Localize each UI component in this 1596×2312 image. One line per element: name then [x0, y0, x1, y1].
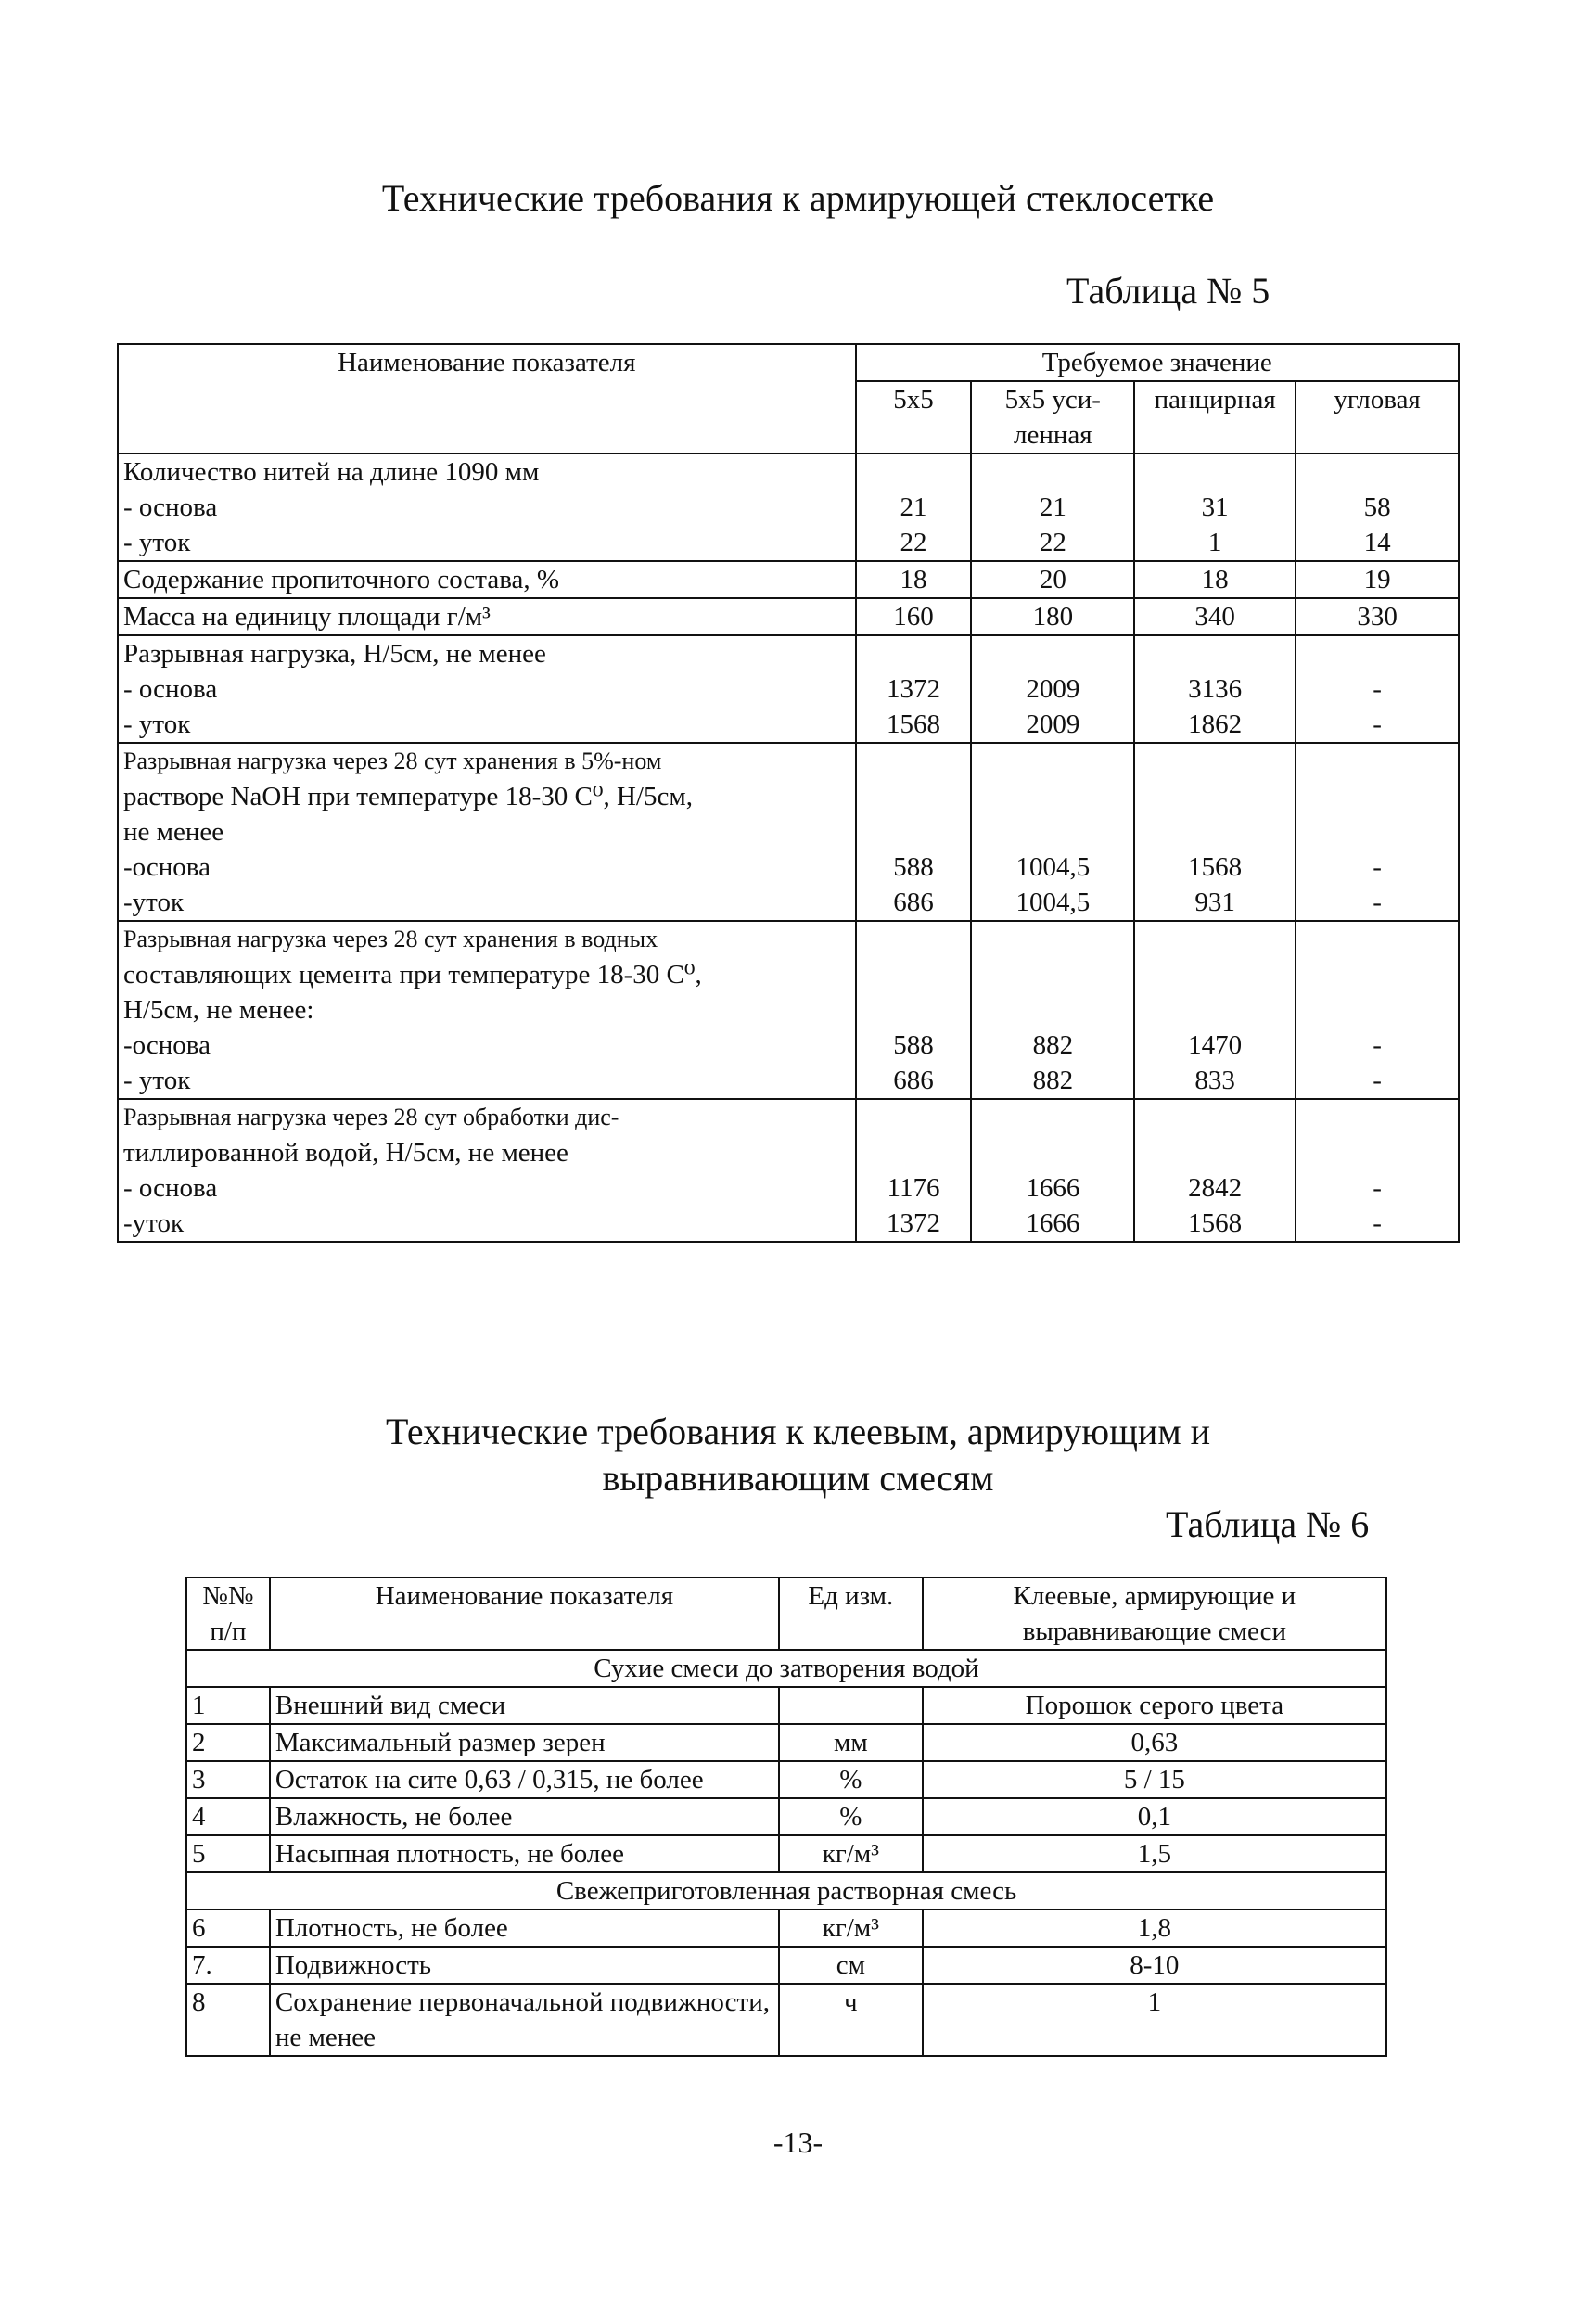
table5-col-header: 5х5: [856, 381, 972, 453]
cell-value: [1301, 454, 1453, 490]
table-row: [118, 1099, 1459, 1242]
table5: [117, 343, 1460, 1243]
table5-row-name: [118, 561, 856, 598]
cell-value: -: [1373, 852, 1382, 882]
cell-value: 20: [1039, 565, 1066, 594]
row-line: Разрывная нагрузка через 28 сут хранения в 5%-ном: [123, 747, 662, 774]
cell-value: [977, 454, 1129, 490]
table6-cell-n: 6: [186, 1910, 270, 1947]
cell-value: 588: [893, 852, 934, 882]
table5-cell: [1296, 921, 1459, 1099]
row-line: - уток: [123, 1066, 191, 1095]
table5-cell: [856, 743, 972, 921]
row-line: составляющих цемента при температуре 18-30 С⁰,: [123, 960, 702, 990]
cell-value: [1301, 779, 1453, 814]
table-row: [118, 561, 1459, 598]
cell-value: 1666: [1026, 1173, 1080, 1203]
cell-value: [1140, 1135, 1290, 1170]
table5-col-header: панцирная: [1134, 381, 1296, 453]
cell-value: 21: [1039, 492, 1066, 522]
cell-value: 882: [1032, 1066, 1074, 1095]
table6-cell-name: Остаток на сите 0,63 / 0,315, не более: [270, 1761, 779, 1798]
table6-header-num: №№ п/п: [186, 1578, 270, 1650]
cell-value: 2842: [1188, 1173, 1243, 1203]
cell-value: 882: [1032, 1030, 1074, 1060]
cell-value: [862, 744, 966, 779]
cell-value: -: [1373, 888, 1382, 917]
table6-header-value: Клеевые, армирующие и выравнивающие смеси: [923, 1578, 1386, 1650]
table6-cell-name: Плотность, не более: [270, 1910, 779, 1947]
table6-cell-unit: %: [779, 1798, 923, 1835]
cell-value: -: [1373, 1208, 1382, 1238]
table-row: [118, 635, 1459, 743]
cell-value: 31: [1201, 492, 1229, 522]
cell-value: [977, 1135, 1129, 1170]
table5-cell: [1134, 598, 1296, 635]
cell-value: [977, 957, 1129, 992]
table-row: [186, 1761, 1386, 1798]
table6-heading-line1: Технические требования к клеевым, армирующим и: [385, 1411, 1211, 1452]
row-line: -уток: [123, 1208, 185, 1238]
row-line: -основа: [123, 852, 211, 882]
cell-value: [862, 922, 966, 957]
table5-cell: [971, 743, 1134, 921]
cell-value: [977, 922, 1129, 957]
table5-cell: [971, 635, 1134, 743]
cell-value: 2009: [1026, 674, 1080, 704]
table6-cell-unit: см: [779, 1947, 923, 1984]
cell-value: [1140, 922, 1290, 957]
table-row: [186, 1984, 1386, 2056]
cell-value: 3136: [1188, 674, 1243, 704]
cell-value: 1: [1207, 528, 1222, 557]
row-line: не менее: [123, 817, 224, 847]
table5-cell: [971, 453, 1134, 561]
row-line: -основа: [123, 1030, 211, 1060]
cell-value: [977, 636, 1129, 671]
cell-value: [977, 779, 1129, 814]
table-row: [118, 598, 1459, 635]
cell-value: -: [1373, 709, 1382, 739]
table5-cell: [1296, 743, 1459, 921]
table5-cell: [856, 635, 972, 743]
row-line: - основа: [123, 1173, 218, 1203]
table6-cell-value: 1: [923, 1984, 1386, 2056]
table6-cell-value: 1,5: [923, 1835, 1386, 1872]
cell-value: [1301, 744, 1453, 779]
cell-value: -: [1373, 1030, 1382, 1060]
table-row: [186, 1910, 1386, 1947]
cell-value: [1140, 454, 1290, 490]
cell-value: [862, 1100, 966, 1135]
cell-value: [1301, 1100, 1453, 1135]
table6-heading-line2: выравнивающим смесям: [602, 1457, 994, 1499]
cell-value: [1140, 636, 1290, 671]
cell-value: [1140, 779, 1290, 814]
cell-value: [1301, 636, 1453, 671]
table6-cell-name: Подвижность: [270, 1947, 779, 1984]
table6-cell-n: 8: [186, 1984, 270, 2056]
cell-value: 1666: [1026, 1208, 1080, 1238]
cell-value: [862, 779, 966, 814]
cell-value: 686: [893, 1066, 934, 1095]
table6-cell-n: 4: [186, 1798, 270, 1835]
table6-cell-value: 0,63: [923, 1724, 1386, 1761]
cell-value: 340: [1194, 602, 1235, 632]
cell-value: [977, 992, 1129, 1028]
cell-value: 2009: [1026, 709, 1080, 739]
table-row: [186, 1724, 1386, 1761]
table-row: [118, 453, 1459, 561]
table6-cell-unit: мм: [779, 1724, 923, 1761]
table6-cell-unit: кг/м³: [779, 1910, 923, 1947]
cell-value: 1470: [1188, 1030, 1243, 1060]
row-line: Разрывная нагрузка через 28 сут обработки дис-: [123, 1104, 619, 1130]
table6-cell-value: 8-10: [923, 1947, 1386, 1984]
table6-cell-name: Насыпная плотность, не более: [270, 1835, 779, 1872]
table5-cell: [856, 561, 972, 598]
cell-value: [862, 814, 966, 849]
cell-value: 58: [1363, 492, 1391, 522]
cell-value: [862, 957, 966, 992]
table6-header-unit: Ед изм.: [779, 1578, 923, 1650]
table6-cell-unit: [779, 1687, 923, 1724]
table5-row-name: [118, 921, 856, 1099]
table5-cell: [1296, 453, 1459, 561]
page-number: -13-: [772, 2126, 824, 2159]
table-row: [186, 1687, 1386, 1724]
row-line: Разрывная нагрузка через 28 сут хранения в водных: [123, 926, 658, 952]
table5-cell: [971, 1099, 1134, 1242]
cell-value: -: [1373, 1173, 1382, 1203]
table6-cell-unit: %: [779, 1761, 923, 1798]
table5-cell: [1134, 921, 1296, 1099]
cell-value: -: [1373, 1066, 1382, 1095]
cell-value: 22: [900, 528, 927, 557]
table6-header-name: Наименование показателя: [270, 1578, 779, 1650]
table5-header-group: Требуемое значение: [856, 344, 1459, 381]
table5-cell: [1296, 561, 1459, 598]
cell-value: 18: [1201, 565, 1229, 594]
cell-value: 14: [1363, 528, 1391, 557]
table-row: [186, 1798, 1386, 1835]
cell-value: [977, 1100, 1129, 1135]
cell-value: [1301, 957, 1453, 992]
table6-cell-value: 5 / 15: [923, 1761, 1386, 1798]
table6-cell-value: Порошок серого цвета: [923, 1687, 1386, 1724]
table5-cell: [856, 921, 972, 1099]
cell-value: [1301, 992, 1453, 1028]
table5-header-name: Наименование показателя: [118, 344, 856, 453]
table5-row-name: [118, 1099, 856, 1242]
table5-heading: Технические требования к армирующей стеклосетке: [381, 177, 1215, 219]
table6-cell-value: 1,8: [923, 1910, 1386, 1947]
row-line: растворе NaOH при температуре 18-30 С⁰, Н/5см,: [123, 782, 693, 811]
row-line: Содержание пропиточного состава, %: [123, 565, 560, 594]
table5-cell: [971, 921, 1134, 1099]
cell-value: [1140, 957, 1290, 992]
cell-value: 180: [1032, 602, 1074, 632]
cell-value: 1004,5: [1015, 852, 1091, 882]
table6-cell-unit: кг/м³: [779, 1835, 923, 1872]
cell-value: [862, 992, 966, 1028]
table6-cell-n: 2: [186, 1724, 270, 1761]
cell-value: 1568: [886, 709, 940, 739]
table5-row-name: [118, 453, 856, 561]
table5-cell: [1134, 453, 1296, 561]
row-line: тиллированной водой, Н/5см, не менее: [123, 1138, 568, 1168]
table-row: [118, 743, 1459, 921]
table5-row-name: [118, 598, 856, 635]
table5-cell: [971, 598, 1134, 635]
table6-group-fresh: Свежеприготовленная растворная смесь: [186, 1872, 1386, 1910]
table6-number: Таблица № 6: [1166, 1503, 1370, 1545]
row-line: - основа: [123, 492, 218, 522]
row-line: -уток: [123, 888, 185, 917]
cell-value: [1301, 814, 1453, 849]
cell-value: 686: [893, 888, 934, 917]
table5-cell: [1134, 1099, 1296, 1242]
cell-value: 1176: [887, 1173, 940, 1203]
table5-cell: [1296, 598, 1459, 635]
table6-cell-n: 7.: [186, 1947, 270, 1984]
table5-cell: [856, 598, 972, 635]
cell-value: [862, 454, 966, 490]
cell-value: 1568: [1188, 852, 1243, 882]
table5-cell: [1134, 743, 1296, 921]
table5-cell: [1134, 561, 1296, 598]
cell-value: [1140, 814, 1290, 849]
table6-cell-n: 3: [186, 1761, 270, 1798]
table6: [185, 1577, 1387, 2057]
table6-cell-name: Влажность, не более: [270, 1798, 779, 1835]
row-line: Масса на единицу площади г/м³: [123, 602, 491, 632]
cell-value: [1140, 1100, 1290, 1135]
table5-number: Таблица № 5: [1066, 270, 1270, 312]
cell-value: [977, 814, 1129, 849]
cell-value: 19: [1363, 565, 1391, 594]
cell-value: 18: [900, 565, 927, 594]
cell-value: [862, 636, 966, 671]
row-line: - уток: [123, 709, 191, 739]
table-row: [118, 921, 1459, 1099]
cell-value: 1372: [886, 674, 940, 704]
table5-cell: [1134, 635, 1296, 743]
table5-col-header: угловая: [1296, 381, 1459, 453]
cell-value: 21: [900, 492, 927, 522]
row-line: - уток: [123, 528, 191, 557]
cell-value: [1140, 992, 1290, 1028]
table5-row-name: [118, 635, 856, 743]
table5-cell: [856, 453, 972, 561]
table6-cell-name: Максимальный размер зерен: [270, 1724, 779, 1761]
cell-value: 1568: [1188, 1208, 1243, 1238]
table6-cell-name: Сохранение первоначальной подвижности, не менее: [270, 1984, 779, 2056]
cell-value: 1004,5: [1015, 888, 1091, 917]
table5-row-name: [118, 743, 856, 921]
cell-value: 833: [1194, 1066, 1235, 1095]
cell-value: [862, 1135, 966, 1170]
table5-col-header: 5х5 уси-ленная: [971, 381, 1134, 453]
table5-cell: [1296, 1099, 1459, 1242]
row-line: - основа: [123, 674, 218, 704]
row-line: Количество нитей на длине 1090 мм: [123, 457, 540, 487]
cell-value: 330: [1357, 602, 1398, 632]
table-row: [186, 1947, 1386, 1984]
table5-cell: [1296, 635, 1459, 743]
cell-value: 22: [1039, 528, 1066, 557]
table6-cell-unit: ч: [779, 1984, 923, 2056]
cell-value: [1301, 1135, 1453, 1170]
cell-value: 1862: [1188, 709, 1243, 739]
table6-cell-n: 1: [186, 1687, 270, 1724]
cell-value: 160: [893, 602, 934, 632]
cell-value: [977, 744, 1129, 779]
row-line: Разрывная нагрузка, Н/5см, не менее: [123, 639, 546, 669]
cell-value: 588: [893, 1030, 934, 1060]
cell-value: [1301, 922, 1453, 957]
cell-value: -: [1373, 674, 1382, 704]
table5-cell: [856, 1099, 972, 1242]
row-line: Н/5см, не менее:: [123, 995, 314, 1025]
table6-cell-n: 5: [186, 1835, 270, 1872]
table6-cell-value: 0,1: [923, 1798, 1386, 1835]
cell-value: 931: [1194, 888, 1235, 917]
table-row: [186, 1835, 1386, 1872]
table5-cell: [971, 561, 1134, 598]
table6-group-dry: Сухие смеси до затворения водой: [186, 1650, 1386, 1687]
cell-value: 1372: [886, 1208, 940, 1238]
table6-cell-name: Внешний вид смеси: [270, 1687, 779, 1724]
cell-value: [1140, 744, 1290, 779]
